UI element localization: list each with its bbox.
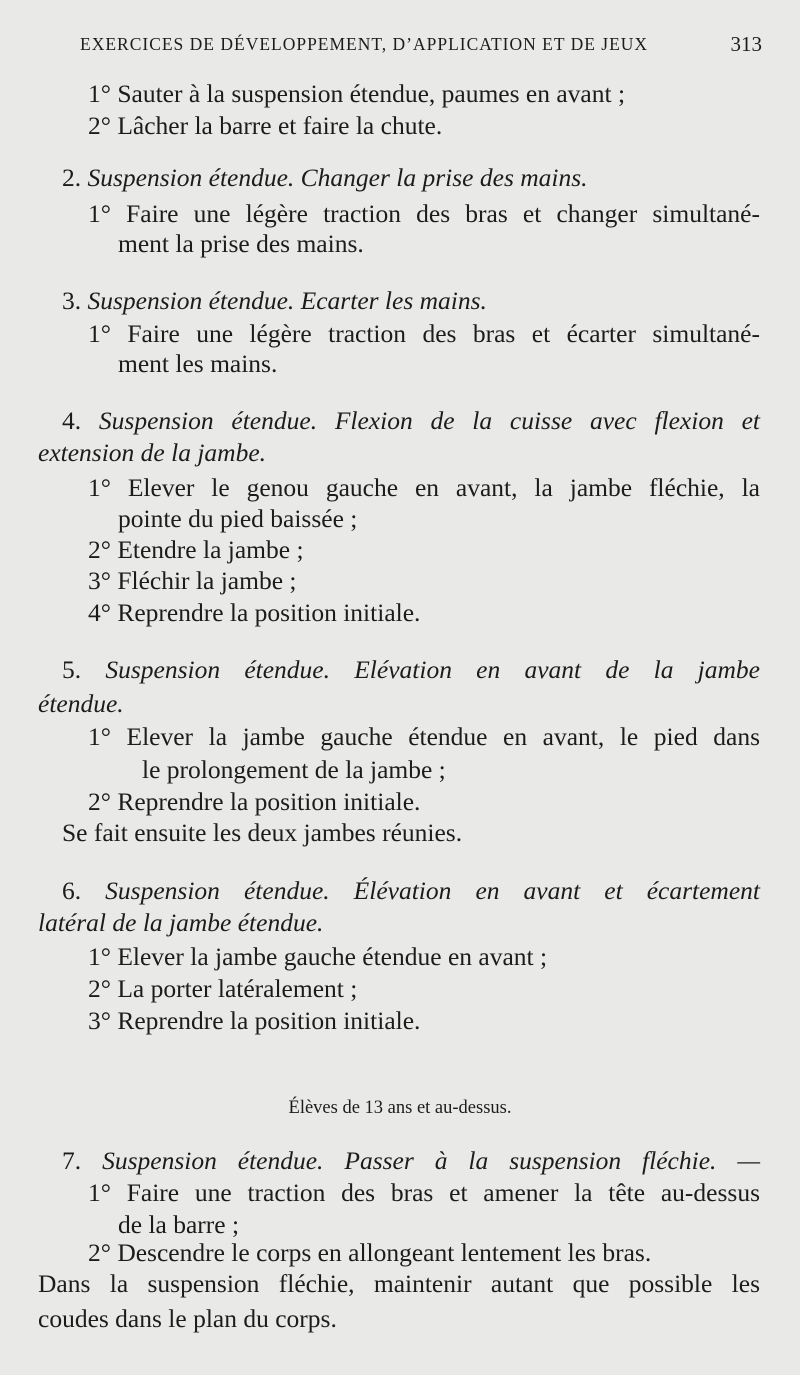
exercise-title: Suspension étendue. Passer à la suspension fléchie. — <box>102 1146 760 1175</box>
section-heading: Élèves de 13 ans et au-dessus. <box>288 1098 512 1118</box>
exercise-number: 7. <box>62 1146 82 1175</box>
exercise-number: 6. <box>62 876 82 905</box>
running-title: EXERCICES DE DÉVELOPPEMENT, D’APPLICATION ET DE JEUX <box>80 34 649 54</box>
exercise-heading <box>62 162 588 194</box>
exercise-title-continued: latéral de la jambe étendue. <box>38 908 324 937</box>
exercise-title: Suspension étendue. Ecarter les mains. <box>87 286 487 315</box>
exercise-number: 3. <box>62 286 82 315</box>
text-line: 1° Faire une légère traction des bras et changer simultané- <box>88 199 760 228</box>
text-line: 1° Sauter à la suspension étendue, paumes en avant ; <box>88 79 626 108</box>
text-line: le prolongement de la jambe ; <box>142 755 446 784</box>
page-number: 313 <box>730 32 762 56</box>
exercise-number: 4. <box>62 406 82 435</box>
text-line: 2° Descendre le corps en allongeant lentement les bras. <box>88 1238 652 1267</box>
text-line: coudes dans le plan du corps. <box>38 1304 337 1333</box>
text-line: 2° Reprendre la position initiale. <box>88 787 421 816</box>
exercise-title-continued: étendue. <box>38 689 124 718</box>
exercise-title: Suspension étendue. Flexion de la cuisse avec flexion et <box>98 406 761 435</box>
text-line: Se fait ensuite les deux jambes réunies. <box>62 818 463 847</box>
exercise-title: Suspension étendue. Élévation en avant et écartement <box>105 876 760 905</box>
text-line: ment les mains. <box>118 349 278 378</box>
exercise-title-continued: extension de la jambe. <box>38 438 267 467</box>
exercise-number: 5. <box>62 655 82 684</box>
exercise-title: Suspension étendue. Elévation en avant de la jambe <box>105 655 761 684</box>
text-line: de la barre ; <box>118 1210 240 1239</box>
text-line: 3° Fléchir la jambe ; <box>88 566 297 595</box>
text-line: pointe du pied baissée ; <box>118 504 358 533</box>
text-line: 1° Elever la jambe gauche étendue en avant ; <box>88 942 548 971</box>
text-line: 1° Faire une légère traction des bras et écarter simultané- <box>88 319 760 348</box>
exercise-heading <box>62 405 760 437</box>
text-line: ment la prise des mains. <box>118 229 364 258</box>
exercise-heading <box>62 1145 760 1177</box>
exercise-heading <box>62 285 487 317</box>
text-line: 1° Elever le genou gauche en avant, la jambe fléchie, la <box>88 473 760 502</box>
text-line: 2° La porter latéralement ; <box>88 974 358 1003</box>
running-header <box>72 34 762 64</box>
exercise-heading <box>62 654 760 686</box>
text-line: 1° Elever la jambe gauche étendue en avant, le pied dans <box>88 722 760 751</box>
text-line: 3° Reprendre la position initiale. <box>88 1006 421 1035</box>
text-line: 2° Etendre la jambe ; <box>88 535 304 564</box>
exercise-title: Suspension étendue. Changer la prise des mains. <box>87 163 588 192</box>
text-line: Dans la suspension fléchie, maintenir autant que possible les <box>38 1269 760 1298</box>
text-line: 2° Lâcher la barre et faire la chute. <box>88 111 443 140</box>
exercise-heading <box>62 875 760 907</box>
exercise-number: 2. <box>62 163 82 192</box>
text-line: 4° Reprendre la position initiale. <box>88 598 421 627</box>
text-line: 1° Faire une traction des bras et amener la tête au-dessus <box>88 1178 760 1207</box>
